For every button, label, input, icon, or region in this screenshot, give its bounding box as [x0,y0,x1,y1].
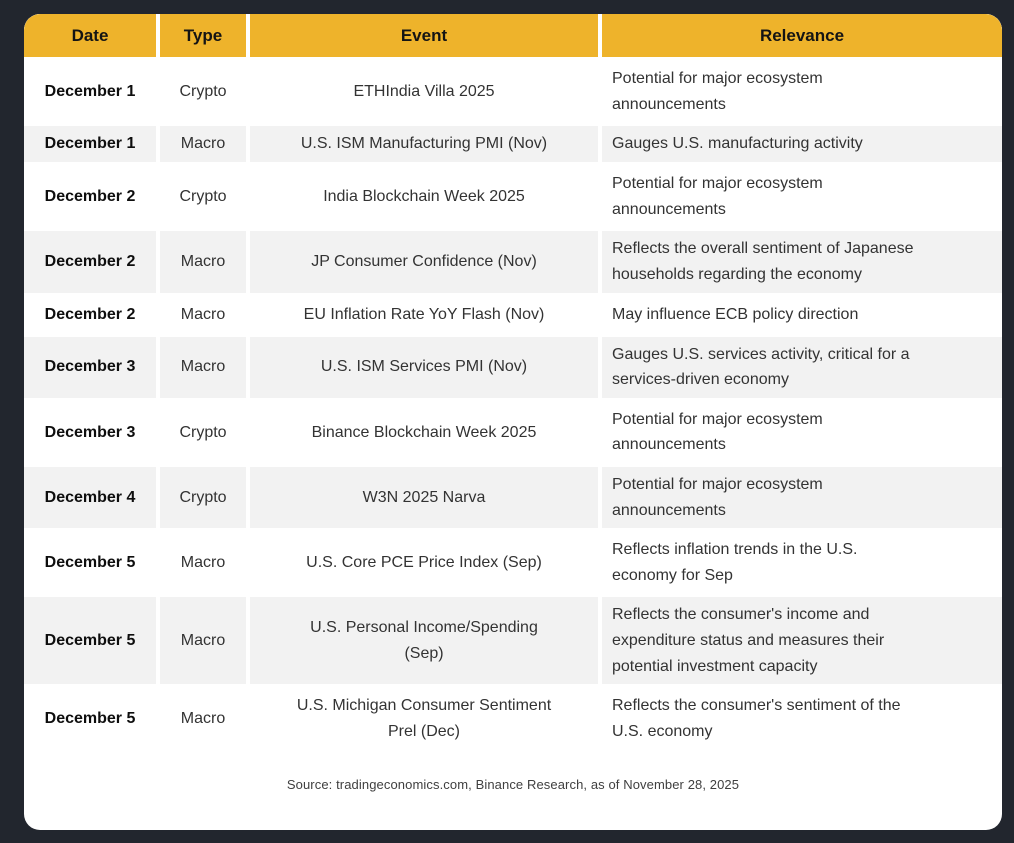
event-cell [250,337,598,398]
event-text: W3N 2025 Narva [362,488,486,506]
event-cell [250,231,598,292]
type-cell: Macro [180,553,226,571]
relevance-cell [602,126,1002,162]
column-header-relevance: Relevance [602,14,1002,57]
date-cell: December 2 [24,231,156,292]
relevance-text: Reflects the consumer's sentiment of the U.S. economy [612,697,901,740]
event-cell [250,166,598,227]
date-cell: December 4 [24,467,156,528]
event-text: U.S. ISM Manufacturing PMI (Nov) [300,135,548,153]
relevance-text: May influence ECB policy direction [612,305,859,323]
relevance-cell [602,597,1002,684]
relevance-text: Gauges U.S. manufacturing activity [612,135,863,153]
relevance-text: Gauges U.S. services activity, critical for a services-driven economy [612,345,910,389]
column-header-event: Event [250,14,598,57]
relevance-cell [602,532,1002,593]
date-cell: December 2 [44,187,136,205]
type-cell: Macro [160,597,246,684]
event-text: Binance Blockchain Week 2025 [311,423,537,441]
type-cell: Crypto [160,467,246,528]
date-cell: December 5 [44,553,136,571]
relevance-text: Potential for major ecosystem announcements [612,410,823,454]
relevance-cell [602,337,1002,398]
event-text: ETHIndia Villa 2025 [353,82,495,100]
column-header-date: Date [24,14,156,57]
event-cell [250,402,598,463]
event-cell [250,532,598,593]
event-cell [250,126,598,162]
event-text: EU Inflation Rate YoY Flash (Nov) [303,305,545,323]
event-text: U.S. ISM Services PMI (Nov) [320,358,528,376]
relevance-cell [602,297,1002,333]
event-text: U.S. Personal Income/Spending (Sep) [310,619,538,662]
relevance-text: Reflects the consumer's income and expenditure status and measures their potential investment capacity [612,606,885,675]
date-cell: December 5 [44,709,136,727]
date-cell: December 3 [44,423,136,441]
type-cell: Macro [180,305,226,323]
type-cell: Macro [180,709,226,727]
relevance-text: Potential for major ecosystem announcements [612,475,823,519]
column-header-type: Type [160,14,246,57]
relevance-cell [602,467,1002,528]
events-table [24,14,1002,749]
source-note: Source: tradingeconomics.com, Binance Research, as of November 28, 2025 [286,777,740,793]
type-cell: Macro [160,126,246,162]
event-cell [250,297,598,333]
events-table-card [24,14,1002,830]
date-cell: December 1 [44,82,136,100]
event-text: U.S. Core PCE Price Index (Sep) [306,553,542,571]
event-text: U.S. Michigan Consumer Sentiment Prel (Dec) [296,697,552,740]
event-cell [250,61,598,122]
relevance-text: Potential for major ecosystem announcements [612,175,823,218]
date-cell: December 1 [24,126,156,162]
relevance-text: Reflects inflation trends in the U.S. economy for Sep [612,541,858,584]
relevance-cell [602,61,1002,122]
relevance-cell [602,688,1002,749]
event-text: India Blockchain Week 2025 [323,187,525,205]
event-text: JP Consumer Confidence (Nov) [311,253,537,271]
relevance-cell [602,166,1002,227]
type-cell: Crypto [179,423,227,441]
date-cell: December 2 [44,305,136,323]
date-cell: December 5 [24,597,156,684]
event-cell [250,688,598,749]
date-cell: December 3 [24,337,156,398]
relevance-text: Reflects the overall sentiment of Japanese households regarding the economy [612,240,914,283]
type-cell: Macro [160,337,246,398]
event-cell [250,467,598,528]
type-cell: Macro [160,231,246,292]
relevance-cell [602,231,1002,292]
type-cell: Crypto [179,187,227,205]
event-cell [250,597,598,684]
type-cell: Crypto [179,82,227,100]
relevance-cell [602,402,1002,463]
relevance-text: Potential for major ecosystem announcements [612,70,823,113]
